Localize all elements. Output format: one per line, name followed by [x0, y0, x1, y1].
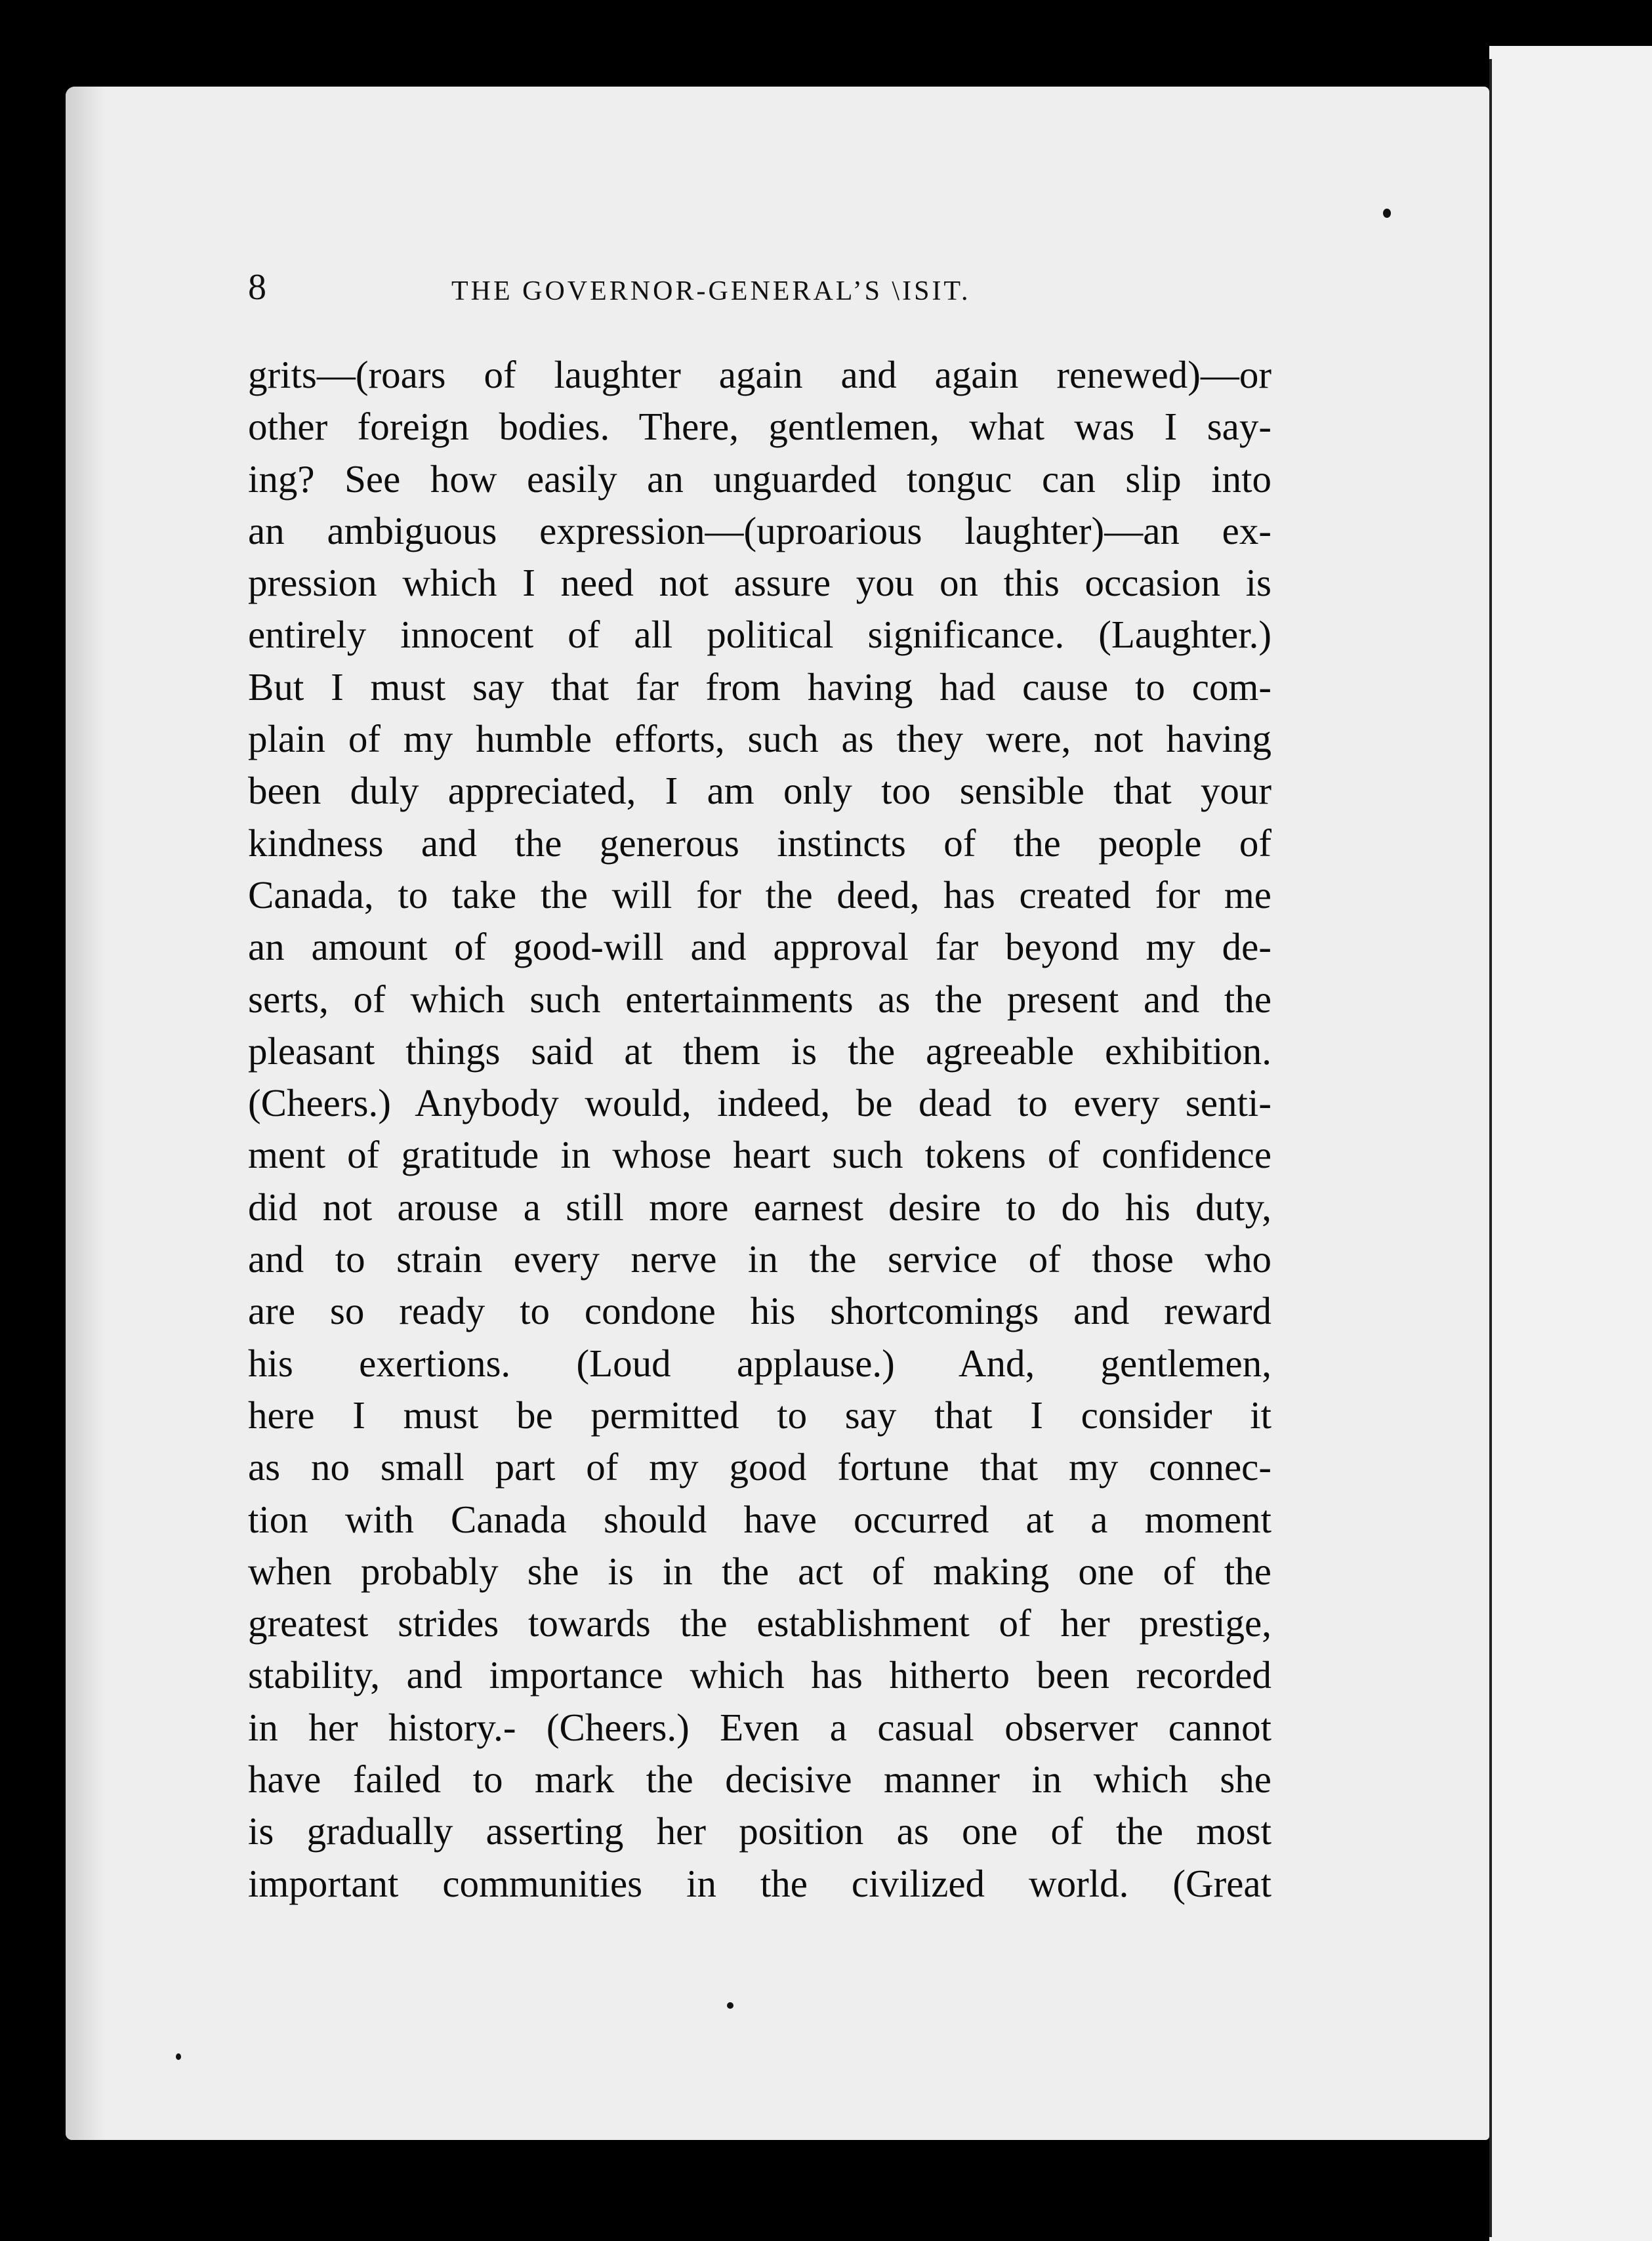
text-line: important communities in the civilized world. (Great — [248, 1861, 1271, 1905]
text-line: greatest strides towards the establishment of her prestige, — [248, 1601, 1271, 1645]
page-binding-edge — [1489, 59, 1502, 2237]
text-line: ment of gratitude in whose heart such tokens of confidence — [248, 1133, 1271, 1177]
text-line: an ambiguous expression—(uproarious laughter)—an ex- — [248, 508, 1271, 552]
text-line: an amount of good-will and approval far beyond my de- — [248, 925, 1271, 969]
text-line: his exertions. (Loud applause.) And, gentlemen, — [248, 1341, 1271, 1385]
text-line: have failed to mark the decisive manner in which she — [248, 1758, 1271, 1801]
scan-speck — [176, 2053, 181, 2060]
text-line: when probably she is in the act of making one of the — [248, 1549, 1271, 1593]
text-line: kindness and the generous instincts of the people of — [248, 821, 1271, 865]
body-text — [248, 349, 1271, 1910]
text-line: are so ready to condone his shortcomings and reward — [248, 1289, 1271, 1333]
page-header — [248, 261, 1271, 314]
text-line: Canada, to take the will for the deed, has created for me — [248, 873, 1271, 916]
text-line: did not arouse a still more earnest desire to do his duty, — [248, 1185, 1271, 1229]
text-line: tion with Canada should have occurred at a moment — [248, 1497, 1271, 1541]
text-line: other foreign bodies. There, gentlemen, what was I say- — [248, 405, 1271, 449]
text-line: ing? See how easily an unguarded tonguc can slip into — [248, 457, 1271, 501]
text-line: But I must say that far from having had cause to com- — [248, 665, 1271, 709]
page-number: 8 — [248, 267, 266, 308]
text-line: serts, of which such entertainments as the present and the — [248, 977, 1271, 1021]
running-head: THE GOVERNOR-GENERAL’S \ISIT. — [451, 276, 971, 306]
text-line: pleasant things said at them is the agreeable exhibition. — [248, 1029, 1271, 1073]
text-line: here I must be permitted to say that I consider it — [248, 1393, 1271, 1437]
text-line: been duly appreciated, I am only too sensible that your — [248, 769, 1271, 813]
text-line: entirely innocent of all political significance. (Laughter.) — [248, 613, 1271, 657]
text-line: pression which I need not assure you on this occasion is — [248, 561, 1271, 605]
text-line: as no small part of my good fortune that my connec- — [248, 1445, 1271, 1489]
scan-speck — [1383, 209, 1391, 218]
text-line: grits—(roars of laughter again and again renewed)—or — [248, 353, 1271, 396]
text-line: and to strain every nerve in the service of those who — [248, 1237, 1271, 1281]
scan-speck — [727, 2002, 733, 2009]
text-line: (Cheers.) Anybody would, indeed, be dead to every senti- — [248, 1081, 1271, 1125]
gutter-shadow — [66, 87, 105, 2140]
facing-page-edge — [1489, 46, 1652, 2241]
text-line: is gradually asserting her position as one of the most — [248, 1809, 1271, 1853]
text-line: in her history.- (Cheers.) Even a casual observer cannot — [248, 1705, 1271, 1749]
text-line: stability, and importance which has hitherto been recorded — [248, 1653, 1271, 1697]
text-line: plain of my humble efforts, such as they were, not having — [248, 717, 1271, 761]
